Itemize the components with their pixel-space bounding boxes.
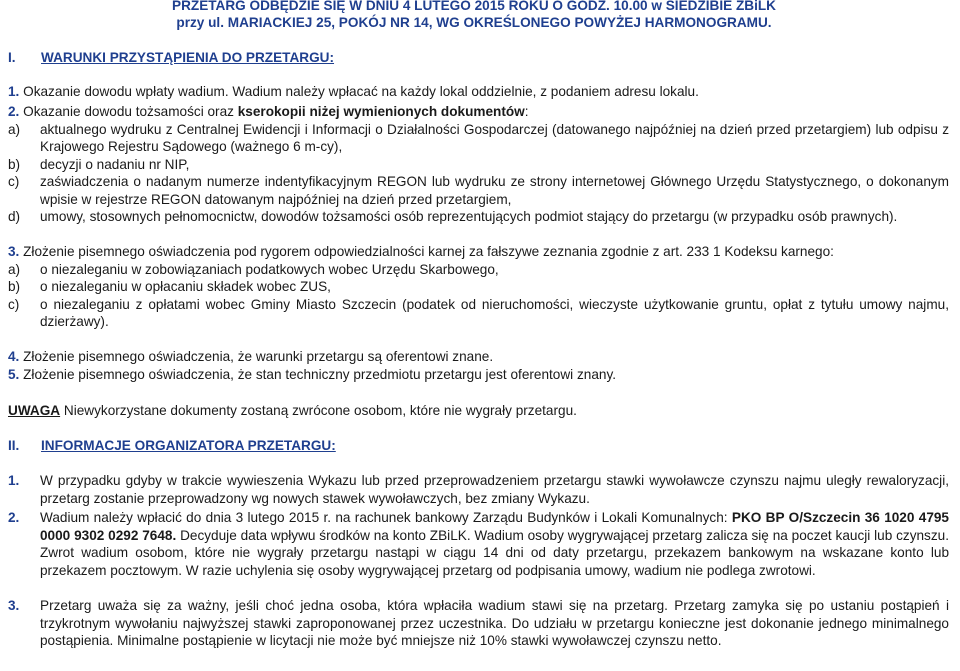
- s1-item-2-text-b: :: [524, 104, 529, 119]
- s1-item-5-number: 5.: [8, 367, 20, 382]
- section-2-heading: [8, 437, 336, 455]
- s1-item-3: [8, 243, 949, 331]
- s2-item-2-text-b: Decyduje data wpływu środków na konto ZBiLK. Wadium osoby wygrywającej przetarg zalicza się na poczet kaucji lub czynszu. Zwrot wadium osobom, które nie wygrały przetargu nastąpi w ciągu 14 dni od daty przetargu, przekazem bankowym na wskazane konto lub przekazem pocztowym. W razie uchylenia się osoby wygrywającej przetarg od podpisania umowy, wadium nie podlega zwrotowi.: [40, 527, 949, 578]
- subitem-text: zaświadczenia o nadanym numerze indentyfikacyjnym REGON lub wydruku ze strony internetowej Głównego Urzędu Statystycznego, o dokonanym wpisie w rejestrze REGON datowanym najpóźniej na dzień przed przetargiem,: [40, 174, 949, 207]
- s1-item-5: [8, 366, 949, 384]
- s2-item-2-text-a: Wadium należy wpłacić do dnia 3 lutego 2015 r. na rachunek bankowy Zarządu Budynków i Lokali Komunalnych:: [40, 510, 732, 525]
- subitem-text: decyzji o nadaniu nr NIP,: [40, 156, 190, 172]
- s1-item-3c: [8, 296, 949, 331]
- s2-item-3: [8, 597, 949, 650]
- s2-item-1-number: 1.: [8, 473, 20, 488]
- s1-item-1-text: Okazanie dowodu wpłaty wadium. Wadium należy wpłacać na każdy lokal oddzielnie, z podaniem adresu lokalu.: [23, 84, 699, 99]
- s2-item-1-text: W przypadku gdyby w trakcie wywieszenia Wykazu lub przed przeprowadzeniem przetargu stawki wywoławcze czynszu najmu uległy rewaloryzacji, przetarg zostanie przeprowadzony wg nowych stawek wywoławczych, bez zmiany Wykazu.: [40, 473, 949, 506]
- s2-item-2-number: 2.: [8, 510, 20, 525]
- section-2-number: II.: [8, 438, 20, 453]
- section-1-heading: [8, 49, 334, 67]
- s2-item-3-number: 3.: [8, 598, 20, 613]
- subitem-label: c): [8, 174, 20, 189]
- s1-item-2-text-bold: kserokopii niżej wymienionych dokumentów: [237, 104, 525, 119]
- s1-item-4: [8, 348, 949, 366]
- section-2-title: INFORMACJE ORGANIZATORA PRZETARGU:: [41, 438, 336, 453]
- s1-item-2-number: 2.: [8, 104, 20, 119]
- subitem-label: d): [8, 209, 21, 224]
- s1-item-2-text-a: Okazanie dowodu tożsamości oraz: [23, 104, 238, 119]
- note-label: UWAGA: [8, 403, 61, 418]
- subitem-label: a): [8, 261, 21, 277]
- subitem-label: c): [8, 296, 20, 312]
- s2-item-3-text: Przetarg uważa się za ważny, jeśli choć jedna osoba, która wpłaciła wadium stawi się na przetarg. Przetarg zamyka się po ustaniu postąpień i trzykrotnym wywołaniu najwyższej stawki zaproponowanej przez uczestnika. Do udziału w przetargu konieczne jest dokonanie jednego minimalnego postąpienia. Minimalne postąpienie w licytacji nie może być mniejsze niż 10% stawki wywoławczej czynszu netto.: [40, 598, 949, 648]
- bank-account-number: PKO BP O/Szczecin 36 1020 4795 0000 9302 0292 7648.: [40, 510, 949, 543]
- s1-item-2a: [8, 121, 949, 156]
- s1-item-2-lead: [8, 103, 949, 121]
- s1-item-3b: [8, 278, 949, 296]
- s1-item-2: [8, 103, 949, 226]
- subitem-label: a): [8, 121, 21, 137]
- section-1-title: WARUNKI PRZYSTĄPIENIA DO PRZETARGU:: [41, 50, 335, 65]
- note-text: Niewykorzystane dokumenty zostaną zwrócone osobom, które nie wygrały przetargu.: [60, 403, 577, 418]
- document-header: [74, 0, 874, 31]
- subitem-text: umowy, stosownych pełnomocnictw, dowodów tożsamości osób reprezentujących podmiot stający do przetargu (w przypadku osób prawnych).: [40, 209, 898, 224]
- s1-item-4-text: Złożenie pisemnego oświadczenia, że warunki przetargu są oferentowi znane.: [23, 349, 494, 364]
- subitem-text: o niezaleganiu w zobowiązaniach podatkowych wobec Urzędu Skarbowego,: [40, 261, 499, 277]
- s1-item-1: [8, 83, 949, 101]
- subitem-label: b): [8, 156, 21, 172]
- s2-item-1: [8, 472, 949, 507]
- subitem-text: o niezaleganiu w opłacaniu składek wobec ZUS,: [40, 279, 331, 294]
- s1-item-3-lead: [8, 243, 949, 261]
- s1-item-1-number: 1.: [8, 84, 20, 99]
- s1-item-2d: [8, 208, 949, 226]
- s1-item-5-text: Złożenie pisemnego oświadczenia, że stan techniczny przedmiotu przetargu jest oferentowi znany.: [23, 367, 617, 382]
- s1-item-4-number: 4.: [8, 349, 20, 364]
- subitem-text: aktualnego wydruku z Centralnej Ewidencji i Informacji o Działalności Gospodarczej (datowanego najpóźniej na dzień przed przetargiem) lub odpisu z Krajowego Rejestru Sądowego (ważnego 6 m-cy),: [40, 121, 949, 154]
- header-line-1: PRZETARG ODBĘDZIE SIĘ W DNIU 4 LUTEGO 2015 ROKU O GODZ. 10.00 w SIEDZIBIE ZBiLK: [172, 0, 776, 13]
- s2-item-2: [8, 509, 949, 579]
- s1-item-3-text: Złożenie pisemnego oświadczenia pod rygorem odpowiedzialności karnej za fałszywe zeznania zgodnie z art. 233 1 Kodeksu karnego:: [23, 244, 834, 259]
- s1-item-3-number: 3.: [8, 244, 20, 259]
- note: [8, 402, 949, 420]
- s1-item-2c: [8, 173, 949, 208]
- subitem-text: o niezaleganiu z opłatami wobec Gminy Miasto Szczecin (podatek od nieruchomości, wieczyste użytkowanie gruntu, opłat z tytułu umowy najmu, dzierżawy).: [40, 296, 949, 329]
- subitem-label: b): [8, 279, 21, 294]
- s1-item-3a: [8, 261, 949, 279]
- header-line-2: przy ul. MARIACKIEJ 25, POKÓJ NR 14, WG OKREŚLONEGO POWYŻEJ HARMONOGRAMU.: [176, 15, 772, 30]
- s1-item-2b: [8, 156, 949, 174]
- section-1-number: I.: [8, 50, 16, 65]
